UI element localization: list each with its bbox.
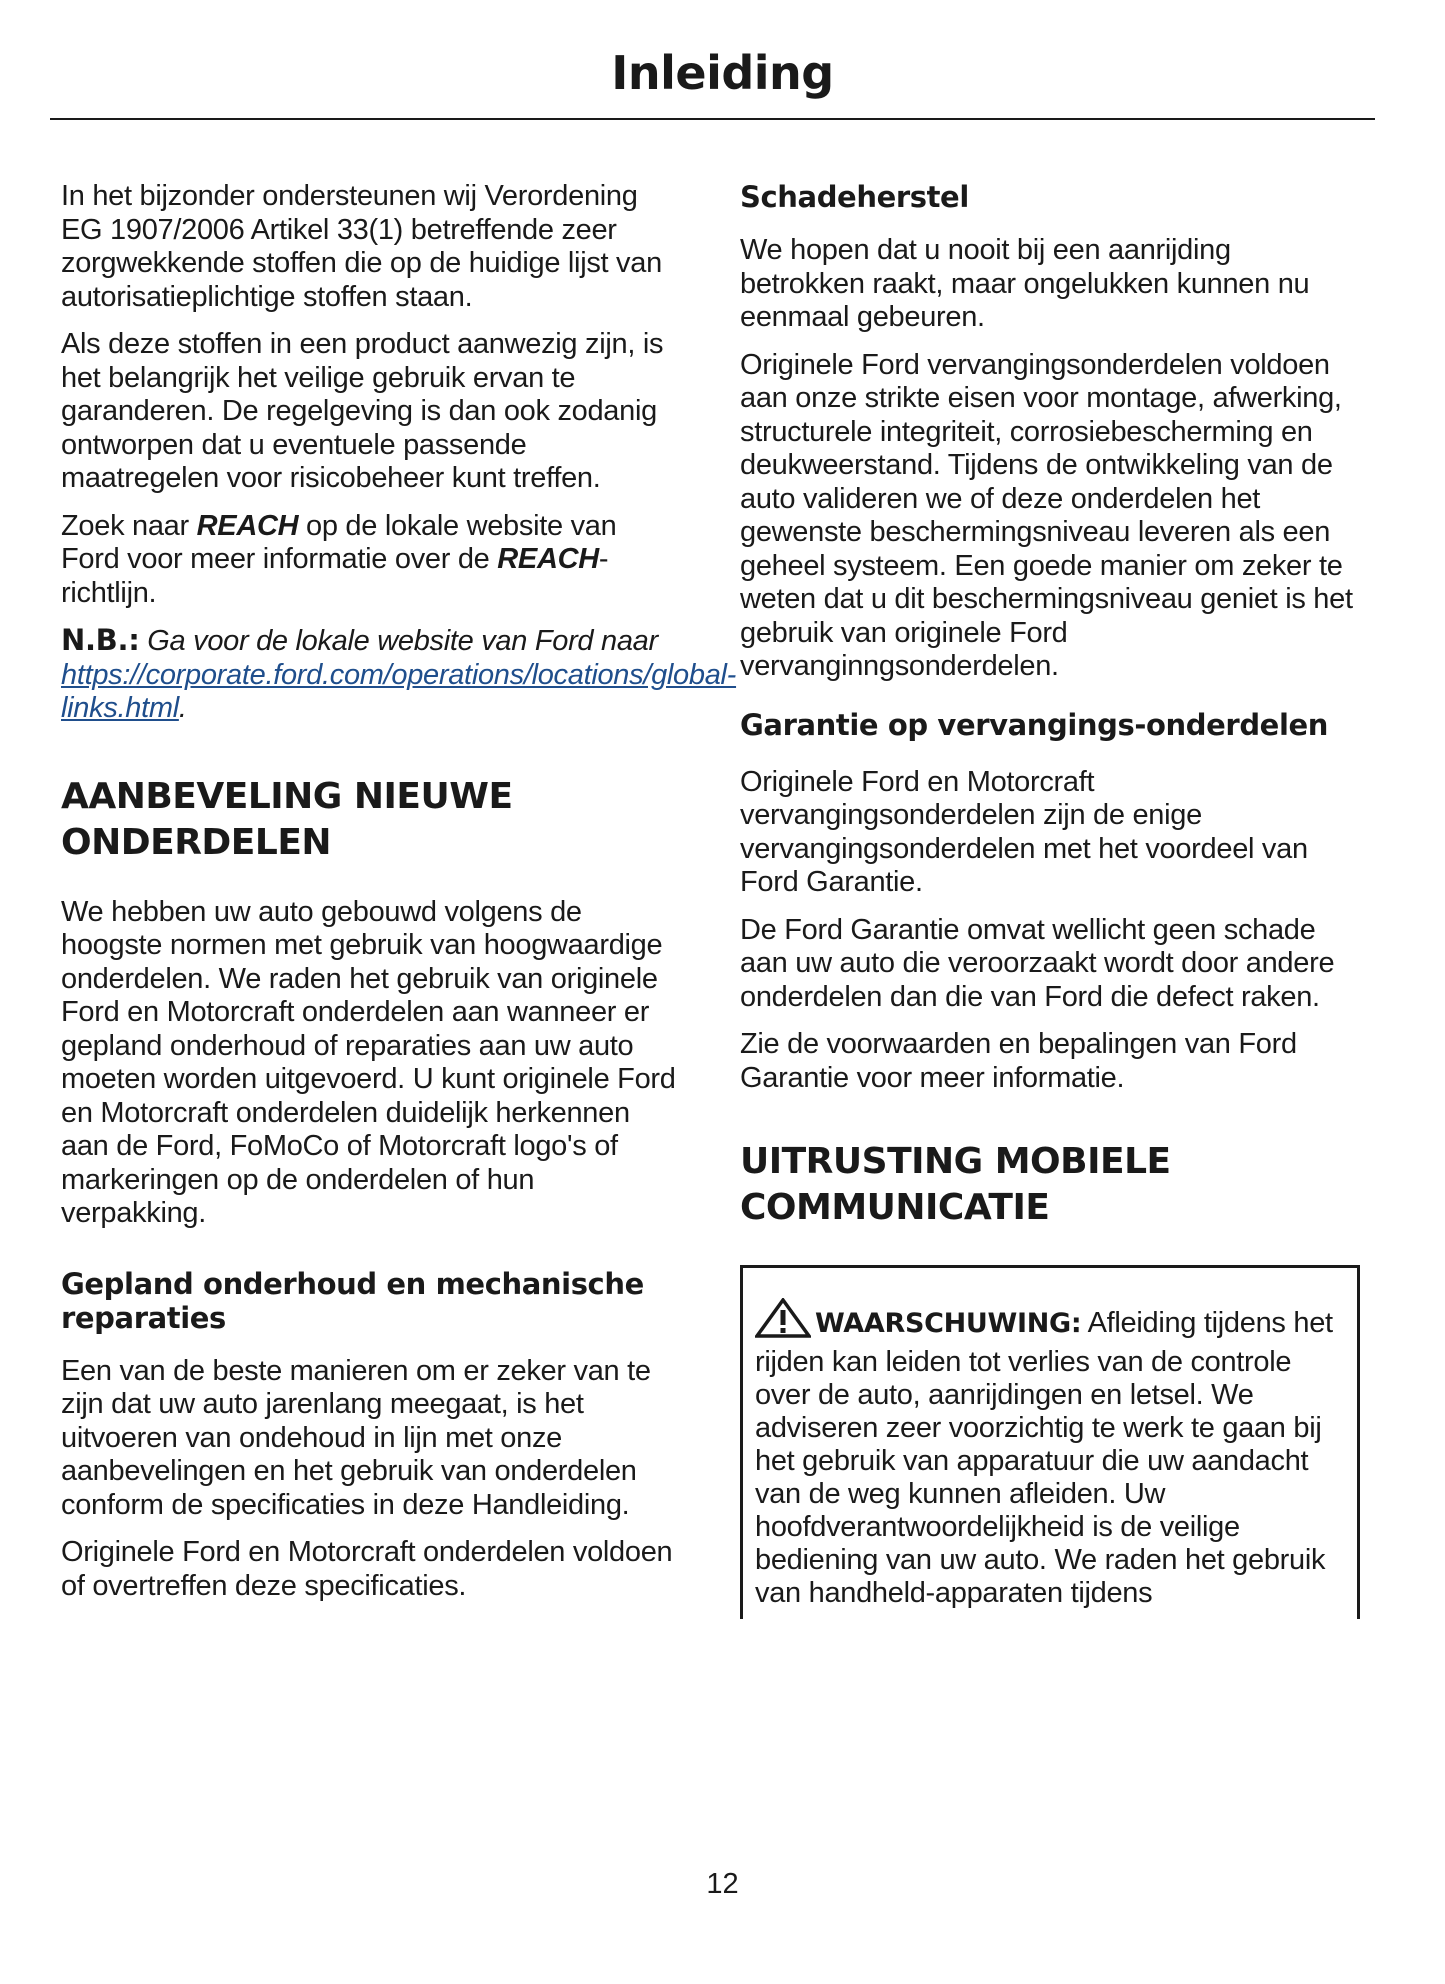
- subheading-planned-maintenance: Gepland onderhoud en mechanische reparaties: [61, 1266, 644, 1335]
- warranty-paragraph-3: Zie de voorwaarden en bepalingen van Ford Garantie voor meer informatie.: [740, 1028, 1297, 1094]
- warning-text-block: [755, 1298, 1345, 1610]
- warranty-paragraph-1: Originele Ford en Motorcraft vervangingsonderdelen zijn de enige vervangingsonderdelen met het voordeel van Ford Garantie.: [740, 765, 1308, 898]
- subheading-replacement-warranty: Garantie op vervangings-onderdelen: [740, 707, 1329, 742]
- reach-text-before: Zoek naar: [61, 509, 197, 542]
- section-heading-new-parts: AANBEVELING NIEUWE ONDERDELEN: [61, 775, 513, 863]
- warning-triangle-icon: [755, 1298, 811, 1346]
- nb-text: Ga voor de lokale website van Ford naar: [139, 625, 658, 657]
- subheading-damage-repair: Schadeherstel: [740, 180, 969, 214]
- nb-label: N.B.:: [61, 623, 140, 657]
- reach-text-after: -richtlijn.: [61, 543, 609, 609]
- reach-term: REACH: [196, 509, 299, 542]
- reach-paragraph-3: [61, 510, 681, 611]
- new-parts-paragraph: We hebben uw auto gebouwd volgens de hoogste normen met gebruik van hoogwaardige onderdelen. We raden het gebruik van originele Ford en Motorcraft onderdelen aan wanneer er gepland onderhoud of reparaties aan uw auto moeten worden uitgevoerd. U kunt originele Ford en Motorcraft onderdelen duidelijk herkennen aan de Ford, FoMoCo of Motorcraft logo's of markeringen op de onderdelen of hun verpakking.: [61, 895, 676, 1229]
- reach-paragraph-1: In het bijzonder ondersteunen wij Verordening EG 1907/2006 Artikel 33(1) betreffende zeer zorgwekkende stoffen die op de huidige lijst van autorisatieplichtige stoffen staan.: [61, 180, 662, 313]
- reach-paragraph-2: Als deze stoffen in een product aanwezig zijn, is het belangrijk het veilige gebruik ervan te garanderen. De regelgeving is dan ook zodanig ontworpen dat u eventuele passende maatregelen voor risicobeheer kunt treffen.: [61, 328, 664, 494]
- damage-paragraph-2: Originele Ford vervangingsonderdelen voldoen aan onze strikte eisen voor montage, afwerking, structurele integriteit, corrosiebescherming en deukweerstand. Tijdens de ontwikkeling van de auto valideren we of deze onderdelen het gewenste beschermingsniveau leveren als een geheel systeem. Een goede manier om zeker te weten dat u dit beschermingsniveau geniet is het gebruik van originele Ford vervanginngsonderdelen.: [740, 348, 1353, 682]
- title-divider: [50, 118, 1375, 120]
- nb-end: .: [178, 692, 187, 724]
- maintenance-paragraph-1: Een van de beste manieren om er zeker van te zijn dat uw auto jarenlang meegaat, is het uitvoeren van ondehoud in lijn met onze aanbevelingen en het gebruik van onderdelen conform de specificaties in deze Handleiding.: [61, 1354, 651, 1521]
- reach-text-middle: op de lokale website van Ford voor meer informatie over de: [61, 509, 617, 575]
- warning-box: [740, 1265, 1360, 1619]
- page-number: 12: [706, 1868, 739, 1900]
- right-column: [740, 180, 1360, 1619]
- maintenance-paragraph-2: Originele Ford en Motorcraft onderdelen voldoen of overtreffen deze specificaties.: [61, 1536, 673, 1602]
- page-title: Inleiding: [611, 46, 834, 100]
- nb-note: [61, 623, 737, 726]
- section-heading-mobile-communication: UITRUSTING MOBIELE COMMUNICATIE: [740, 1141, 1171, 1228]
- warning-label: WAARSCHUWING:: [815, 1308, 1082, 1339]
- warranty-paragraph-2: De Ford Garantie omvat wellicht geen schade aan uw auto die veroorzaakt wordt door andere onderdelen dan die van Ford die defect raken.: [740, 913, 1335, 1013]
- left-column: [61, 180, 737, 1617]
- warning-text: Afleiding tijdens het rijden kan leiden tot verlies van de controle over de auto, aanrijdingen en letsel. We adviseren zeer voorzichtig te werk te gaan bij het gebruik van apparatuur die uw aandacht van de weg kunnen afleiden. Uw hoofdverantwoordelijkheid is de veilige bediening van uw auto. We raden het gebruik van handheld-apparaten tijdens: [755, 1307, 1333, 1609]
- reach-term: REACH: [497, 543, 599, 575]
- damage-paragraph-1: We hopen dat u nooit bij een aanrijding betrokken raakt, maar ongelukken kunnen nu eenmaal gebeuren.: [740, 234, 1310, 333]
- ford-global-links-link[interactable]: https://corporate.ford.com/operations/locations/global-links.html: [61, 658, 737, 724]
